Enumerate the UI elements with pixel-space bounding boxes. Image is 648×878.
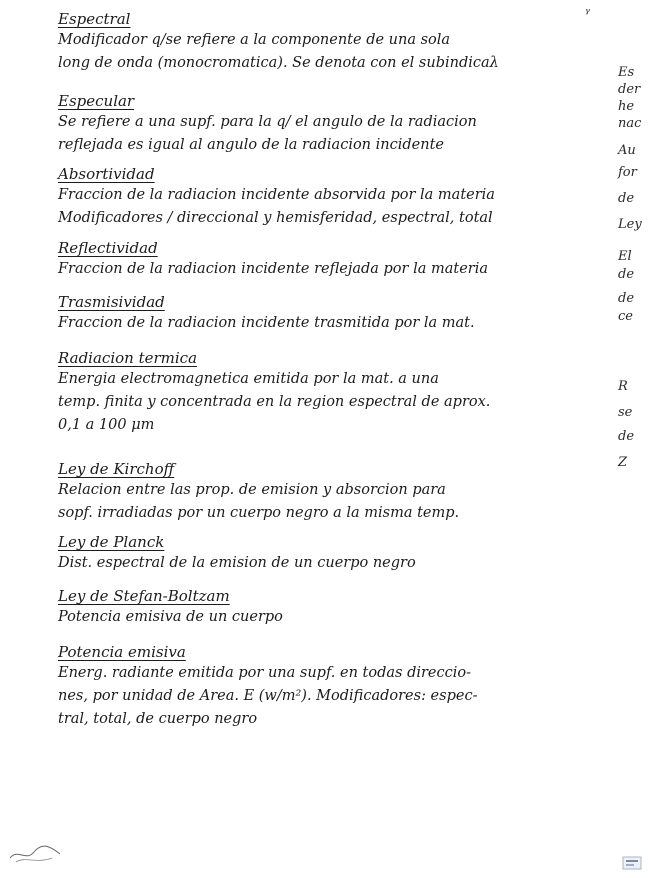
entry-term: Ley de Planck: [58, 533, 165, 551]
entry-term: Radiacion termica: [58, 349, 198, 367]
entry-line: Fraccion de la radiacion incidente reflejada por la materia: [58, 261, 488, 277]
margin-fragment: ce: [618, 309, 633, 324]
margin-fragment: Au: [618, 143, 636, 158]
entry-espectral: [58, 10, 618, 74]
entry-term: Ley de Stefan-Boltzam: [58, 587, 230, 605]
entry-ley-planck: [58, 533, 618, 574]
margin-fragment: se: [618, 405, 633, 420]
entry-reflectividad: [58, 239, 618, 280]
margin-fragment: he: [618, 99, 635, 114]
margin-fragment: de: [618, 267, 635, 282]
scribble-mark: [6, 840, 66, 866]
margin-fragment: Z: [618, 455, 628, 470]
margin-fragment: Ley: [618, 217, 642, 232]
entry-line: tral, total, de cuerpo negro: [58, 711, 258, 727]
entry-line: temp. finita y concentrada en la region espectral de aprox.: [58, 394, 491, 410]
entry-ley-kirchoff: [58, 460, 618, 524]
entry-line: Energ. radiante emitida por una supf. en todas direccio-: [58, 665, 472, 681]
entry-ley-stefan-boltzmann: [58, 587, 618, 628]
entry-term: Especular: [58, 92, 135, 110]
entry-line: reflejada es igual al angulo de la radiacion incidente: [58, 137, 444, 153]
entry-line: Modificadores / direccional y hemisferidad, espectral, total: [58, 210, 493, 226]
margin-fragment: de: [618, 191, 635, 206]
entry-term: Espectral: [58, 10, 131, 28]
entry-line: Se refiere a una supf. para la q/ el angulo de la radiacion: [58, 114, 477, 130]
entry-line: Relacion entre las prop. de emision y absorcion para: [58, 482, 446, 498]
entry-line: Fraccion de la radiacion incidente trasmitida por la mat.: [58, 315, 475, 331]
entry-line: Dist. espectral de la emision de un cuerpo negro: [58, 555, 416, 571]
entry-term: Ley de Kirchoff: [58, 460, 175, 478]
margin-fragment: Es: [618, 65, 635, 80]
entry-term: Trasmisividad: [58, 293, 165, 311]
entry-line: Potencia emisiva de un cuerpo: [58, 609, 283, 625]
corner-mark: ᵞ: [585, 6, 590, 21]
entry-line: sopf. irradiadas por un cuerpo negro a la misma temp.: [58, 505, 460, 521]
entry-especular: [58, 92, 618, 156]
entry-radiacion-termica: [58, 349, 618, 436]
entry-term: Absortividad: [58, 165, 155, 183]
entry-line: Fraccion de la radiacion incidente absorvida por la materia: [58, 187, 495, 203]
entry-absortividad: [58, 165, 618, 229]
entry-trasmisividad: [58, 293, 618, 334]
entry-line: 0,1 a 100 μm: [58, 417, 155, 433]
entry-line: Energia electromagnetica emitida por la mat. a una: [58, 371, 439, 387]
margin-fragment: El: [618, 249, 632, 264]
entry-potencia-emisiva: [58, 643, 618, 730]
entry-line: long de onda (monocromatica). Se denota con el subindicaλ: [58, 55, 499, 71]
margin-fragment: for: [618, 165, 637, 180]
margin-fragment: de: [618, 429, 635, 444]
entry-term: Potencia emisiva: [58, 643, 186, 661]
margin-fragment: de: [618, 291, 635, 306]
margin-fragment: nac: [618, 116, 642, 131]
stamp-logo: [622, 856, 642, 870]
entry-term: Reflectividad: [58, 239, 158, 257]
entry-line: nes, por unidad de Area. E (w/m²). Modificadores: espec-: [58, 688, 478, 704]
margin-fragment: der: [618, 82, 641, 97]
entry-line: Modificador q/se refiere a la componente de una sola: [58, 32, 451, 48]
margin-fragment: R: [618, 379, 628, 394]
